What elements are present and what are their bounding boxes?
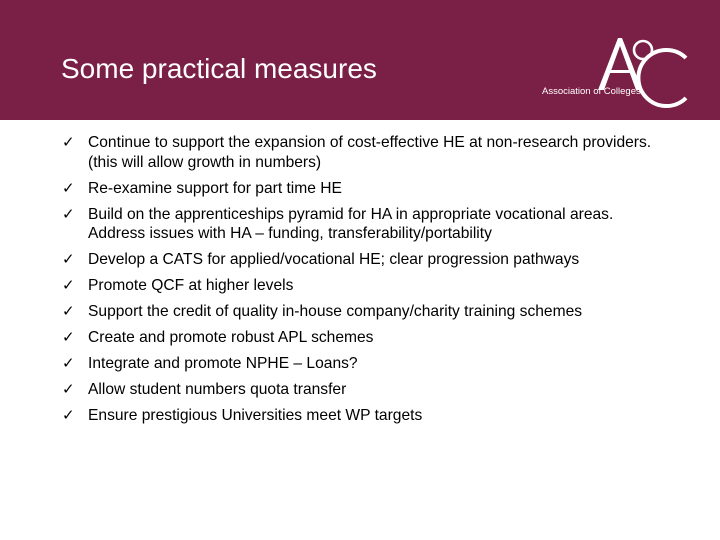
bullet-text: Ensure prestigious Universities meet WP targets	[88, 407, 423, 424]
slide-title: Some practical measures	[61, 53, 377, 84]
bullet-text: Allow student numbers quota transfer	[88, 381, 347, 398]
bullet-text: Continue to support the expansion of cost-effective HE at non-research providers. (this will allow growth in numbers)	[88, 134, 652, 171]
list-item	[62, 205, 672, 244]
aoc-logo	[540, 28, 700, 113]
check-mark-icon: ✓	[62, 276, 75, 294]
check-mark-icon: ✓	[62, 328, 75, 346]
check-mark-icon: ✓	[62, 178, 75, 197]
bullet-text: Create and promote robust APL schemes	[88, 329, 374, 346]
bullet-text: Re-examine support for part time HE	[88, 179, 342, 197]
list-item	[62, 354, 672, 374]
check-mark-icon: ✓	[62, 204, 75, 223]
bullet-list	[62, 133, 672, 432]
bullet-text: Build on the apprenticeships pyramid for HA in appropriate vocational areas. Address issues with HA – funding, transferability/portability	[88, 205, 614, 242]
list-item	[62, 133, 672, 172]
list-item	[62, 179, 672, 199]
bullet-text: Develop a CATS for applied/vocational HE; clear progression pathways	[88, 251, 580, 268]
check-mark-icon: ✓	[62, 250, 75, 268]
check-mark-icon: ✓	[62, 380, 75, 398]
logo-caption: Association of Colleges	[542, 86, 641, 97]
list-item	[62, 328, 672, 348]
check-mark-icon: ✓	[62, 354, 75, 372]
bullet-text: Promote QCF at higher levels	[88, 277, 294, 294]
list-item	[62, 406, 672, 426]
check-mark-icon: ✓	[62, 406, 75, 424]
header-banner	[0, 0, 720, 120]
list-item	[62, 250, 672, 270]
list-item	[62, 302, 672, 322]
bullet-text: Integrate and promote NPHE – Loans?	[88, 355, 358, 372]
check-mark-icon: ✓	[62, 302, 75, 320]
check-mark-icon: ✓	[62, 133, 75, 151]
list-item	[62, 276, 672, 296]
list-item	[62, 380, 672, 400]
bullet-text: Support the credit of quality in-house company/charity training schemes	[88, 303, 583, 320]
